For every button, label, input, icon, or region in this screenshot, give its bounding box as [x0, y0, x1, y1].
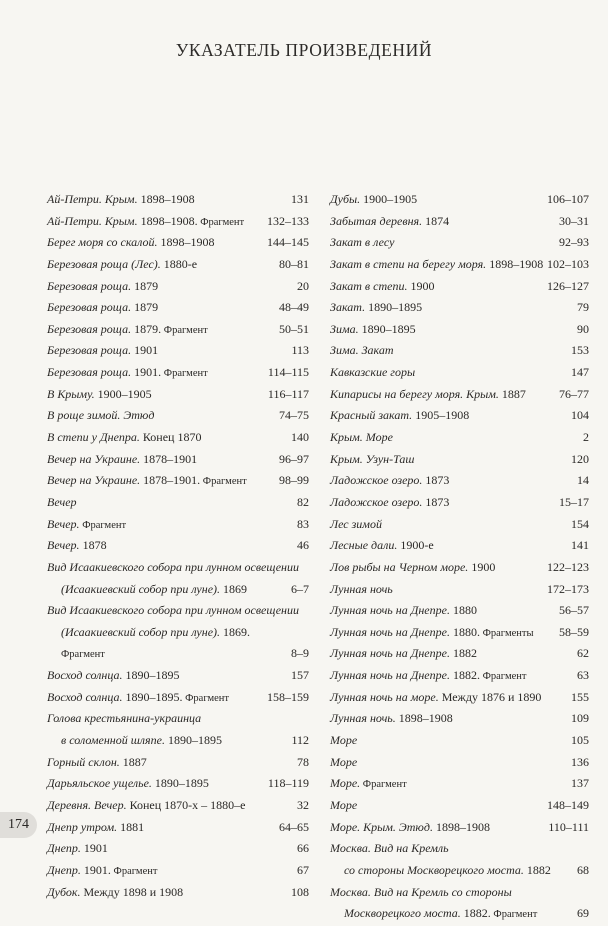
- entry-page: 58–59: [559, 624, 589, 639]
- index-entry: [330, 860, 589, 882]
- entry-page: 155: [571, 689, 589, 704]
- entry-fragment-note: Фрагмент: [161, 368, 208, 380]
- entry-page: 141: [571, 538, 589, 553]
- entry-page: 83: [297, 516, 309, 531]
- entry-title: Ай-Петри. Крым.: [47, 213, 138, 228]
- entry-date: 1901: [131, 343, 159, 358]
- entry-date: 1890–1895: [164, 733, 222, 748]
- entry-page: 66: [297, 841, 309, 856]
- entry-page: 131: [291, 192, 309, 206]
- entry-page: 69: [577, 906, 589, 921]
- entry-date: 1890–1895: [151, 776, 209, 791]
- index-entry: [47, 470, 309, 492]
- entry-page: 6–7: [291, 581, 309, 596]
- entry-title: Красный закат.: [330, 408, 413, 423]
- entry-date: 1898–1908: [395, 711, 453, 726]
- entry-page: 15–17: [559, 494, 589, 509]
- index-entry: [330, 730, 589, 752]
- entry-page: 76–77: [559, 386, 589, 401]
- entry-title: В Крыму.: [47, 386, 95, 401]
- entry-title: Ладожское озеро.: [330, 494, 423, 509]
- index-entry: [47, 254, 309, 276]
- entry-page: 148–149: [547, 797, 589, 812]
- entry-date: 1882: [523, 862, 551, 877]
- index-entry: [47, 319, 309, 341]
- entry-fragment-note: Фрагмент: [360, 779, 407, 791]
- entry-date: 1905–1908: [412, 408, 470, 423]
- entry-date: 1898–1908: [137, 192, 195, 206]
- index-entry: [47, 795, 309, 817]
- entry-date: 1887: [498, 386, 526, 401]
- entry-page: 158–159: [267, 689, 309, 704]
- entry-title: Днепр.: [47, 841, 81, 856]
- entry-page: 153: [571, 343, 589, 358]
- index-entry: [330, 665, 589, 687]
- entry-date: 1900-е: [397, 538, 434, 553]
- entry-page: 110–111: [548, 819, 589, 834]
- entry-title: Дарьяльское ущелье.: [47, 776, 152, 791]
- entry-date: 1890–1895: [122, 668, 180, 683]
- entry-page: 105: [571, 733, 589, 748]
- entry-title: Лунная ночь на Днепре.: [330, 603, 450, 618]
- entry-fragment-note: Фрагмент: [161, 324, 208, 336]
- page-number: 174: [0, 812, 37, 838]
- entry-title: Голова крестьянина-украинца: [47, 711, 202, 726]
- entry-page: 137: [571, 776, 589, 791]
- entry-page: 80–81: [279, 256, 309, 271]
- entry-page: 172–173: [547, 581, 589, 596]
- index-entry: [330, 903, 589, 925]
- index-entry: [330, 752, 589, 774]
- entry-date: 1890–1895.: [122, 689, 183, 704]
- entry-page: 68: [577, 862, 589, 877]
- index-entry: [330, 773, 589, 795]
- entry-page: 96–97: [279, 451, 309, 466]
- index-entry: [330, 449, 589, 471]
- index-entry: [47, 276, 309, 298]
- index-entry: [47, 362, 309, 384]
- entry-title: Днепр.: [47, 862, 81, 877]
- entry-title: Море.: [330, 776, 361, 791]
- entry-title: Лесные дали.: [330, 538, 398, 553]
- index-column-left: [47, 189, 309, 903]
- entry-title: В роще зимой. Этюд: [47, 408, 155, 423]
- entry-date: 1873: [422, 494, 450, 509]
- index-entry: [330, 687, 589, 709]
- entry-page: 136: [571, 754, 589, 769]
- entry-title: Лунная ночь на Днепре.: [330, 646, 450, 661]
- entry-date: 1900–1905: [94, 386, 152, 401]
- entry-title: Кипарисы на берегу моря. Крым.: [330, 386, 499, 401]
- entry-page: 118–119: [267, 776, 309, 791]
- entry-date: 1900–1905: [360, 192, 418, 206]
- entry-title: Лунная ночь.: [330, 711, 396, 726]
- entry-page: 8–9: [291, 646, 309, 661]
- entry-title: Лес зимой: [330, 516, 382, 531]
- entry-page: 82: [297, 494, 309, 509]
- entry-title: Лунная ночь: [330, 581, 393, 596]
- index-entry: [330, 254, 589, 276]
- entry-title: Закат в степи на берегу моря.: [330, 256, 487, 271]
- index-entry: [47, 384, 309, 406]
- index-entry: [47, 600, 309, 622]
- index-entry: [330, 427, 589, 449]
- entry-title: Кавказские горы: [330, 365, 416, 380]
- entry-title: Березовая роща.: [47, 278, 132, 293]
- entry-page: 20: [297, 278, 309, 293]
- index-entry: [47, 643, 309, 665]
- page-title: УКАЗАТЕЛЬ ПРОИЗВЕДЕНИЙ: [175, 40, 433, 60]
- entry-title: (Исаакиевский собор при луне).: [61, 624, 221, 639]
- index-entry: [47, 535, 309, 557]
- index-entry: [47, 579, 309, 601]
- index-entry: [47, 189, 309, 211]
- index-entry: [330, 276, 589, 298]
- entry-date: 1898–1908.: [137, 213, 198, 228]
- index-entry: [47, 838, 309, 860]
- index-entry: [47, 730, 309, 752]
- entry-title: Днепр утром.: [47, 819, 118, 834]
- index-entry: [47, 687, 309, 709]
- index-entry: [47, 211, 309, 233]
- entry-title: Березовая роща.: [47, 321, 132, 336]
- entry-date: 1873: [422, 473, 450, 488]
- entry-title: Березовая роща.: [47, 343, 132, 358]
- entry-fragment-note: Фрагмент: [61, 649, 105, 661]
- index-entry: [330, 643, 589, 665]
- entry-date: Между 1876 и 1890: [438, 689, 542, 704]
- entry-date: 1887: [119, 754, 147, 769]
- index-entry: [47, 665, 309, 687]
- entry-page: 30–31: [559, 213, 589, 228]
- entry-date: 1879.: [131, 321, 162, 336]
- entry-title: Лунная ночь на море.: [330, 689, 439, 704]
- entry-page: 78: [297, 754, 309, 769]
- entry-date: 1890–1895: [358, 321, 416, 336]
- entry-title: Ладожское озеро.: [330, 473, 423, 488]
- index-entry: [47, 405, 309, 427]
- entry-date: 1901.: [80, 862, 111, 877]
- index-entry: [47, 557, 309, 579]
- entry-date: 1878: [79, 538, 107, 553]
- entry-date: 1900: [468, 559, 496, 574]
- entry-title: в соломенной шляпе.: [61, 733, 165, 748]
- entry-fragment-note: Фрагмент: [490, 909, 538, 921]
- entry-title: Закат в лесу: [330, 235, 395, 250]
- entry-date: 1881: [117, 819, 145, 834]
- index-entry: [47, 860, 309, 882]
- entry-page: 2: [583, 430, 589, 445]
- index-entry: [47, 492, 309, 514]
- entry-date: 1898–1908: [157, 235, 215, 250]
- entry-page: 102–103: [547, 256, 589, 271]
- index-entry: [330, 622, 589, 644]
- entry-page: 62: [577, 646, 589, 661]
- entry-date: 1880.: [449, 624, 480, 639]
- entry-title: Вечер: [47, 494, 77, 509]
- entry-date: 1901.: [131, 365, 162, 380]
- entry-date: 1890–1895: [365, 300, 423, 315]
- entry-date: 1901: [80, 841, 108, 856]
- entry-title: Москва. Вид на Кремль: [330, 841, 449, 856]
- entry-date: 1874: [422, 213, 450, 228]
- entry-page: 48–49: [279, 300, 309, 315]
- entry-date: 1878–1901.: [140, 473, 201, 488]
- entry-date: 1898–1908: [432, 819, 490, 834]
- entry-page: 126–127: [547, 278, 589, 293]
- index-entry: [330, 211, 589, 233]
- entry-date: 1869.: [220, 624, 251, 639]
- entry-title: Вид Исаакиевского собора при лунном освещении: [47, 559, 299, 574]
- entry-page: 32: [297, 797, 309, 812]
- entry-title: Зима. Закат: [330, 343, 394, 358]
- entry-page: 104: [571, 408, 589, 423]
- index-entry: [330, 297, 589, 319]
- index-entry: [47, 514, 309, 536]
- entry-title: Забытая деревня.: [330, 213, 423, 228]
- entry-date: 1879: [131, 300, 159, 315]
- index-entry: [330, 838, 589, 860]
- entry-title: Вечер.: [47, 516, 80, 531]
- entry-page: 67: [297, 862, 309, 877]
- index-entry: [47, 882, 309, 904]
- entry-page: 56–57: [559, 603, 589, 618]
- entry-date: 1882.: [449, 668, 480, 683]
- entry-title: Вечер на Украине.: [47, 473, 141, 488]
- entry-page: 154: [571, 516, 589, 531]
- entry-page: 109: [571, 711, 589, 726]
- entry-date: 1882.: [460, 906, 491, 921]
- index-entry: [330, 579, 589, 601]
- entry-page: 120: [571, 451, 589, 466]
- entry-date: 1880-е: [160, 256, 198, 271]
- entry-page: 106–107: [547, 192, 589, 206]
- entry-title: В степи у Днепра.: [47, 430, 140, 445]
- entry-page: 114–115: [267, 365, 309, 380]
- entry-title: Лунная ночь на Днепре.: [330, 668, 450, 683]
- index-entry: [47, 427, 309, 449]
- index-entry: [330, 340, 589, 362]
- index-entry: [47, 817, 309, 839]
- entry-page: 157: [291, 668, 309, 683]
- index-entry: [330, 232, 589, 254]
- entry-page: 74–75: [279, 408, 309, 423]
- entry-date: 1882: [449, 646, 477, 661]
- entry-title: Восход солнца.: [47, 689, 123, 704]
- entry-fragment-note: Фрагмент: [79, 519, 127, 531]
- index-entry: [47, 232, 309, 254]
- entry-page: 92–93: [559, 235, 589, 250]
- index-entry: [330, 882, 589, 904]
- index-entry: [47, 622, 309, 644]
- entry-page: 50–51: [279, 321, 309, 336]
- entry-title: Берег моря со скалой.: [47, 235, 158, 250]
- entry-title: Деревня. Вечер.: [47, 797, 127, 812]
- entry-date: 1900: [407, 278, 435, 293]
- entry-page: 112: [291, 733, 309, 748]
- entry-page: 90: [577, 321, 589, 336]
- index-entry: [330, 817, 589, 839]
- entry-date: 1869: [220, 581, 248, 596]
- entry-page: 113: [291, 343, 309, 358]
- index-entry: [330, 557, 589, 579]
- entry-title: Дубок.: [47, 884, 81, 899]
- entry-title: Вечер на Украине.: [47, 451, 141, 466]
- entry-date: Конец 1870: [139, 430, 202, 445]
- entry-fragment-note: Фрагмент: [182, 692, 230, 704]
- entry-date: 1898–1908: [486, 256, 544, 271]
- index-entry: [47, 449, 309, 471]
- index-entry: [330, 795, 589, 817]
- entry-page: 64–65: [279, 819, 309, 834]
- entry-title: Лунная ночь на Днепре.: [330, 624, 450, 639]
- entry-page: 108: [291, 884, 309, 899]
- entry-date: Между 1898 и 1908: [80, 884, 184, 899]
- entry-title: Закат в степи.: [330, 278, 408, 293]
- entry-title: Вид Исаакиевского собора при лунном освещении: [47, 603, 299, 618]
- index-entry: [330, 600, 589, 622]
- index-entry: [330, 535, 589, 557]
- entry-fragment-note: Фрагмент: [110, 865, 158, 877]
- entry-title: Дубы.: [330, 192, 361, 206]
- entry-title: Березовая роща (Лес).: [47, 256, 161, 271]
- entry-fragment-note: Фрагмент: [200, 476, 247, 488]
- entry-title: Крым. Море: [330, 430, 393, 445]
- entry-fragment-note: Фрагмент: [479, 671, 527, 683]
- index-entry: [330, 708, 589, 730]
- entry-page: 14: [577, 473, 589, 488]
- index-entry: [47, 708, 309, 730]
- entry-title: Москворецкого моста.: [344, 906, 461, 921]
- entry-title: со стороны Москворецкого моста.: [344, 862, 524, 877]
- entry-title: Море: [330, 733, 358, 748]
- entry-page: 63: [577, 668, 589, 683]
- entry-title: Москва. Вид на Кремль со стороны: [330, 884, 512, 899]
- entry-date: 1878–1901: [140, 451, 198, 466]
- index-entry: [330, 470, 589, 492]
- entry-title: Зима.: [330, 321, 359, 336]
- index-entry: [330, 492, 589, 514]
- entry-date: Конец 1870-х – 1880–е: [126, 797, 246, 812]
- entry-page: 116–117: [267, 386, 309, 401]
- entry-page: 144–145: [267, 235, 309, 250]
- entry-title: Лов рыбы на Черном море.: [330, 559, 469, 574]
- index-entry: [330, 514, 589, 536]
- index-column-right: [330, 189, 589, 925]
- index-entry: [330, 319, 589, 341]
- entry-title: Закат.: [330, 300, 366, 315]
- entry-title: (Исаакиевский собор при луне).: [61, 581, 221, 596]
- index-entry: [47, 773, 309, 795]
- index-entry: [330, 189, 589, 211]
- entry-title: Крым. Узун-Таш: [330, 451, 415, 466]
- entry-date: 1879: [131, 278, 159, 293]
- entry-page: 79: [577, 300, 589, 315]
- entry-title: Березовая роща.: [47, 365, 132, 380]
- entry-title: Восход солнца.: [47, 668, 123, 683]
- index-entry: [330, 384, 589, 406]
- entry-page: 140: [291, 430, 309, 445]
- entry-fragment-note: Фрагмент: [197, 216, 245, 228]
- index-entry: [330, 405, 589, 427]
- index-entry: [47, 297, 309, 319]
- entry-page: 132–133: [267, 213, 309, 228]
- entry-title: Ай-Петри. Крым.: [47, 192, 138, 206]
- entry-date: 1880: [449, 603, 477, 618]
- entry-page: 147: [571, 365, 589, 380]
- index-entry: [47, 752, 309, 774]
- index-entry: [47, 340, 309, 362]
- entry-page: 46: [297, 538, 309, 553]
- entry-title: Горный склон.: [47, 754, 120, 769]
- entry-page: 98–99: [279, 473, 309, 488]
- entry-fragment-note: Фрагменты: [479, 627, 534, 639]
- entry-title: Березовая роща.: [47, 300, 132, 315]
- entry-title: Море: [330, 754, 358, 769]
- index-entry: [330, 362, 589, 384]
- entry-title: Море: [330, 797, 358, 812]
- entry-title: Вечер.: [47, 538, 80, 553]
- entry-title: Море. Крым. Этюд.: [330, 819, 433, 834]
- entry-page: 122–123: [547, 559, 589, 574]
